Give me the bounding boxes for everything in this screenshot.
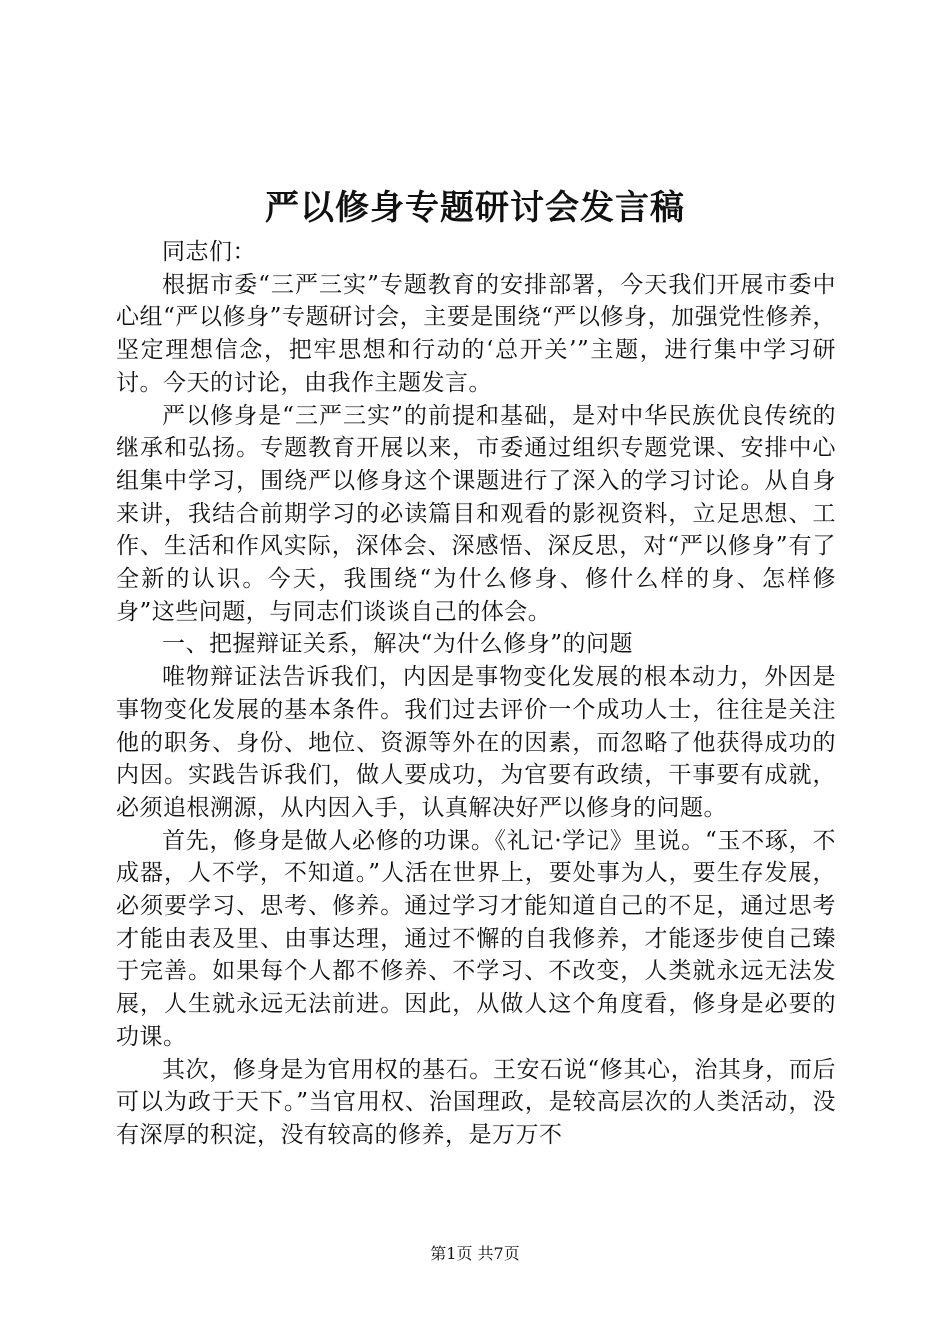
paragraph: 唯物辩证法告诉我们，内因是事物变化发展的根本动力，外因是事物变化发展的基本条件。我们过去评价一个成功人士，往往是关注他的职务、身份、地位、资源等外在的因素，而忽略了他获得成功的内因。实践告诉我们，做人要成功，为官要有政绩，干事要有成就，必须追根溯源，从内因入手，认真解决好严以修身的问题。 [116,664,836,821]
document-title: 严以修身专题研讨会发言稿 [265,188,685,228]
paragraph: 根据市委“三严三实”专题教育的安排部署，今天我们开展市委中心组“严以修身”专题研讨会，主要是围绕“严以修身，加强党性修养，坚定理想信念，把牢思想和行动的‘总开关’”主题，进行集中学习研讨。今天的讨论，由我作主题发言。 [116,271,836,396]
section-heading: 一、把握辩证关系，解决“为什么修身”的问题 [162,631,634,658]
page-number-footer: 第1页 共7页 [430,1244,520,1263]
paragraph: 其次，修身是为官用权的基石。王安石说“修其心，治其身，而后可以为政于天下。”当官用权、治国理政，是较高层次的人类活动，没有深厚的积淀，没有较高的修养，是万万不 [116,1056,836,1148]
document-body [116,236,836,1152]
salutation: 同志们： [162,239,256,265]
paragraph: 严以修身是“三严三实”的前提和基础，是对中华民族优良传统的继承和弘扬。专题教育开展以来，市委通过组织专题党课、安排中心组集中学习，围绕严以修身这个课题进行了深入的学习讨论。从自身来讲，我结合前期学习的必读篇目和观看的影视资料，立足思想、工作、生活和作风实际，深体会、深感悟、深反思，对“严以修身”有了全新的认识。今天，我围绕“为什么修身、修什么样的身、怎样修身”这些问题，与同志们谈谈自己的体会。 [116,402,836,625]
paragraph: 首先，修身是做人必修的功课。《礼记·学记》里说。“玉不琢，不成器，人不学，不知道。”人活在世界上，要处事为人，要生存发展，必须要学习、思考、修养。通过学习才能知道自己的不足，通过思考才能由表及里、由事达理，通过不懈的自我修养，才能逐步使自己臻于完善。如果每个人都不修养、不学习、不改变，人类就永远无法发展，人生就永远无法前进。因此，从做人这个角度看，修身是必要的功课。 [116,827,836,1050]
